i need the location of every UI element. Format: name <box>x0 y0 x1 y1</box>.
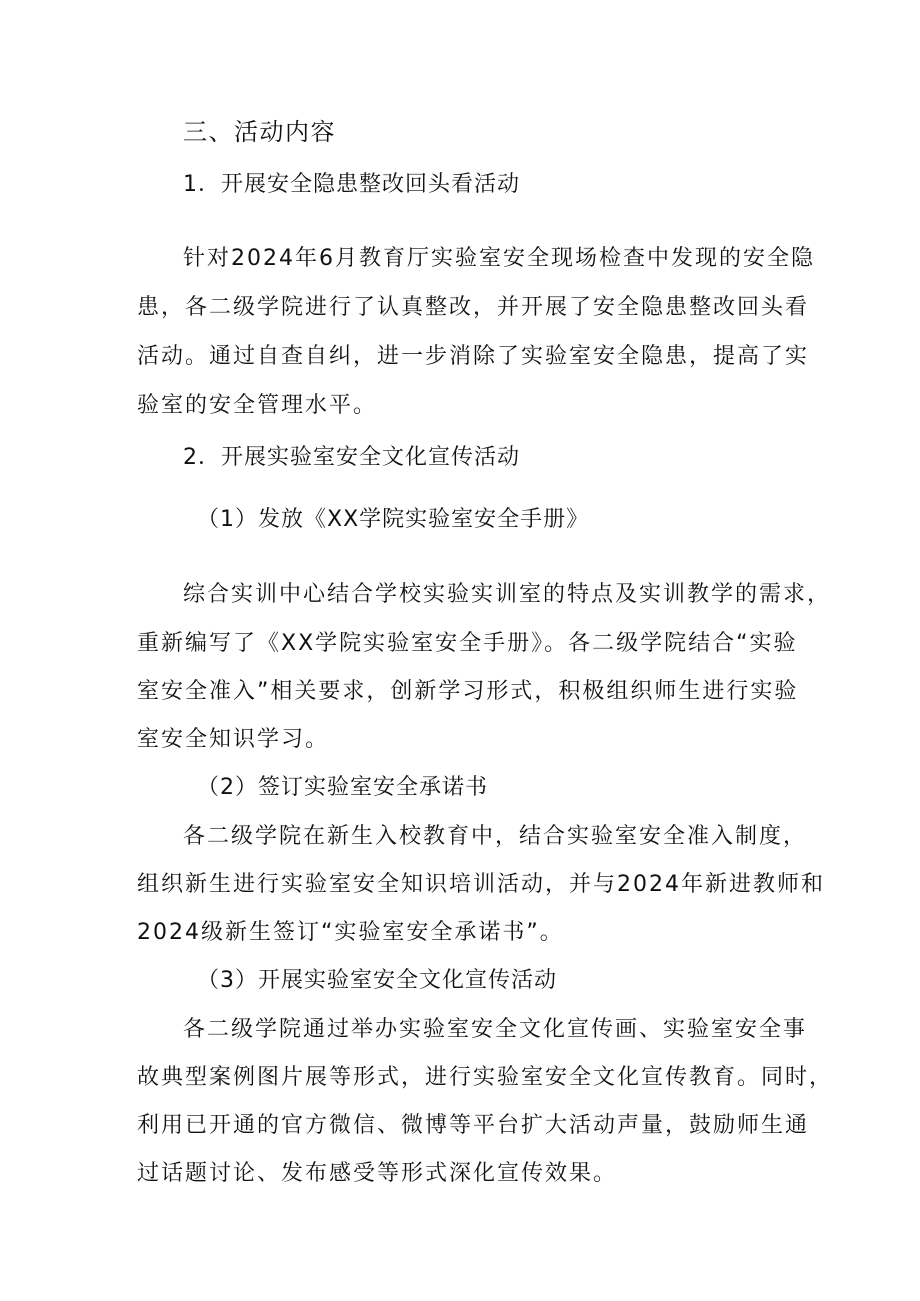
sub3-paragraph-line: 各二级学院通过举办实验室安全文化宣传画、实验室安全事 <box>183 1017 808 1042</box>
sub3-paragraph-line: 过话题讨论、发布感受等形式深化宣传效果。 <box>137 1161 618 1186</box>
sub1-paragraph-line: 室安全准入”相关要求，创新学习形式，积极组织师生进行实验 <box>137 679 799 704</box>
sub1-heading: （1）发放《XX学院实验室安全手册》 <box>197 507 590 532</box>
item1-paragraph-line: 针对2024年6月教育厅实验室安全现场检查中发现的安全隐 <box>183 246 815 271</box>
sub2-paragraph-line: 各二级学院在新生入校教育中，结合实验室安全准入制度， <box>183 824 808 849</box>
sub2-paragraph-line: 2024级新生签订“实验室安全承诺书”。 <box>137 920 564 945</box>
sub3-paragraph-line: 故典型案例图片展等形式，进行实验室安全文化宣传教育。同时， <box>137 1065 834 1090</box>
sub3-paragraph-line: 利用已开通的官方微信、微博等平台扩大活动声量，鼓励师生通 <box>137 1113 810 1138</box>
item1-paragraph-line: 患，各二级学院进行了认真整改，并开展了安全隐患整改回头看 <box>137 295 810 320</box>
item1-paragraph-line: 验室的安全管理水平。 <box>137 393 378 418</box>
item2-heading: 2．开展实验室安全文化宣传活动 <box>183 445 520 470</box>
sub1-paragraph-line: 室安全知识学习。 <box>137 727 330 752</box>
item1-paragraph-line: 活动。通过自查自纠，进一步消除了实验室安全隐患，提高了实 <box>137 344 810 369</box>
sub2-paragraph-line: 组织新生进行实验室安全知识培训活动，并与2024年新进教师和 <box>137 872 825 897</box>
item1-heading: 1．开展安全隐患整改回头看活动 <box>183 172 520 197</box>
sub1-paragraph-line: 综合实训中心结合学校实验实训室的特点及实训教学的需求， <box>183 582 832 607</box>
section-title: 三、活动内容 <box>183 118 336 146</box>
sub2-heading: （2）签订实验室安全承诺书 <box>197 775 488 800</box>
sub3-heading: （3）开展实验室安全文化宣传活动 <box>197 968 557 993</box>
sub1-paragraph-line: 重新编写了《XX学院实验室安全手册》。各二级学院结合“实验 <box>137 631 798 656</box>
